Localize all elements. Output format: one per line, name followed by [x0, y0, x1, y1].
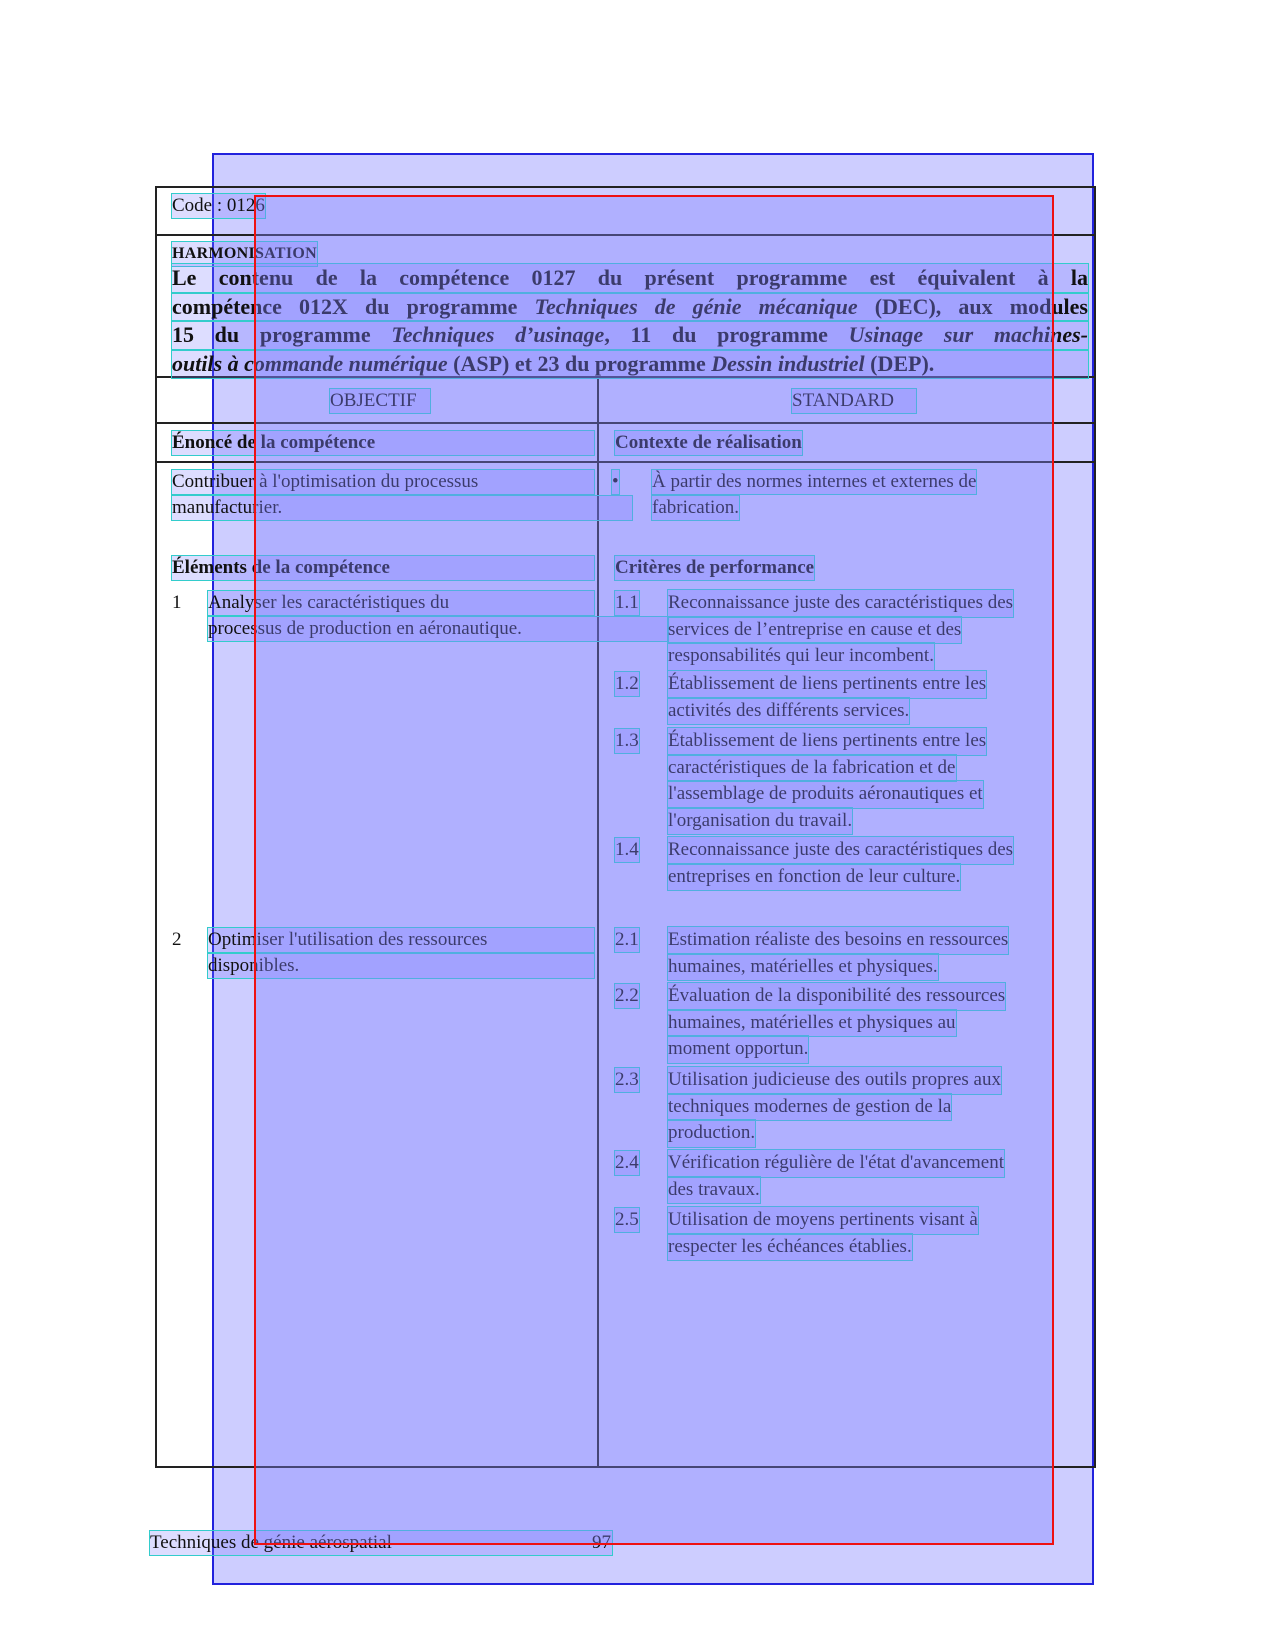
- element-2-line-1: Optimiser l'utilisation des ressources: [208, 928, 594, 952]
- harmonisation-line-1: Le contenu de la compétence 0127 du présent programme est équivalent à la: [172, 264, 1088, 293]
- criterion-line: respecter les échéances établies.: [668, 1234, 912, 1261]
- criterion-number: 1.3: [615, 730, 639, 751]
- criterion-line: activités des différents services.: [668, 698, 909, 725]
- criterion-line: caractéristiques de la fabrication et de: [668, 755, 956, 782]
- harmonisation-line-2: compétence 012X du programme Techniques de génie mécanique (DEC), aux modules: [172, 293, 1088, 322]
- contexte-bullet: •: [612, 471, 619, 492]
- criterion-number: 1.4: [615, 839, 639, 860]
- header-standard: STANDARD: [792, 389, 916, 413]
- criterion-number: 1.2: [615, 673, 639, 694]
- criterion-line: responsabilités qui leur incombent.: [668, 643, 934, 670]
- harmonisation-line-3: 15 du programme Techniques d’usinage, 11 du programme Usinage sur machines-: [172, 321, 1088, 350]
- criterion-line: Estimation réaliste des besoins en ressources: [668, 927, 1008, 954]
- criterion-line: des travaux.: [668, 1177, 760, 1204]
- element-1-line-2: processus de production en aéronautique.: [208, 617, 668, 641]
- contexte-line-2: fabrication.: [652, 497, 740, 518]
- highlight-region-inner: [254, 195, 1054, 1545]
- criterion-line: moment opportun.: [668, 1036, 808, 1063]
- element-2-line-2: disponibles.: [208, 954, 594, 978]
- criterion-line: Évaluation de la disponibilité des ressources: [668, 983, 1005, 1010]
- criterion-line: Vérification régulière de l'état d'avancement: [668, 1150, 1004, 1177]
- header-objectif: OBJECTIF: [330, 389, 430, 413]
- criterion-line: techniques modernes de gestion de la: [668, 1094, 951, 1121]
- criterion-number: 1.1: [615, 592, 639, 613]
- criterion-line: production.: [668, 1120, 755, 1147]
- element-number: 2: [172, 929, 182, 950]
- footer-program: Techniques de génie aérospatial: [150, 1531, 612, 1555]
- criterion-line: entreprises en fonction de leur culture.: [668, 864, 960, 891]
- enonce-line-1: Contribuer à l'optimisation du processus: [172, 470, 594, 494]
- criterion-number: 2.2: [615, 985, 639, 1006]
- criterion-line: humaines, matérielles et physiques au: [668, 1010, 956, 1037]
- element-number: 1: [172, 592, 182, 613]
- criterion-line: humaines, matérielles et physiques.: [668, 954, 938, 981]
- criterion-line: Utilisation de moyens pertinents visant à: [668, 1207, 978, 1234]
- criterion-line: Établissement de liens pertinents entre les: [668, 728, 986, 755]
- criterion-line: l'assemblage de produits aéronautiques et: [668, 781, 983, 808]
- criterion-number: 2.1: [615, 929, 639, 950]
- criterion-line: Utilisation judicieuse des outils propres aux: [668, 1067, 1001, 1094]
- contexte-line-1: À partir des normes internes et externes de: [652, 471, 977, 492]
- footer-page-number: 97: [592, 1532, 611, 1553]
- criterion-number: 2.3: [615, 1069, 639, 1090]
- criterion-line: Reconnaissance juste des caractéristiques des: [668, 590, 1013, 617]
- criterion-line: l'organisation du travail.: [668, 808, 852, 835]
- criteres-title: Critères de performance: [615, 557, 815, 578]
- criterion-line: services de l’entreprise en cause et des: [668, 617, 961, 644]
- enonce-title: Énoncé de la compétence: [172, 431, 594, 455]
- elements-title: Éléments de la compétence: [172, 556, 594, 580]
- harmonisation-title: HARMONISATION: [172, 242, 317, 266]
- code-value: 0126: [226, 195, 265, 216]
- criterion-number: 2.5: [615, 1209, 639, 1230]
- harmonisation-line-4: outils à commande numérique (ASP) et 23 du programme Dessin industriel (DEP).: [172, 350, 1088, 379]
- contexte-title: Contexte de réalisation: [615, 432, 802, 453]
- criterion-number: 2.4: [615, 1152, 639, 1173]
- enonce-line-2: manufacturier.: [172, 496, 632, 520]
- criterion-line: Établissement de liens pertinents entre les: [668, 671, 986, 698]
- criterion-line: Reconnaissance juste des caractéristiques des: [668, 837, 1013, 864]
- code-label: Code : 0126: [172, 195, 265, 216]
- element-1-line-1: Analyser les caractéristiques du: [208, 591, 594, 615]
